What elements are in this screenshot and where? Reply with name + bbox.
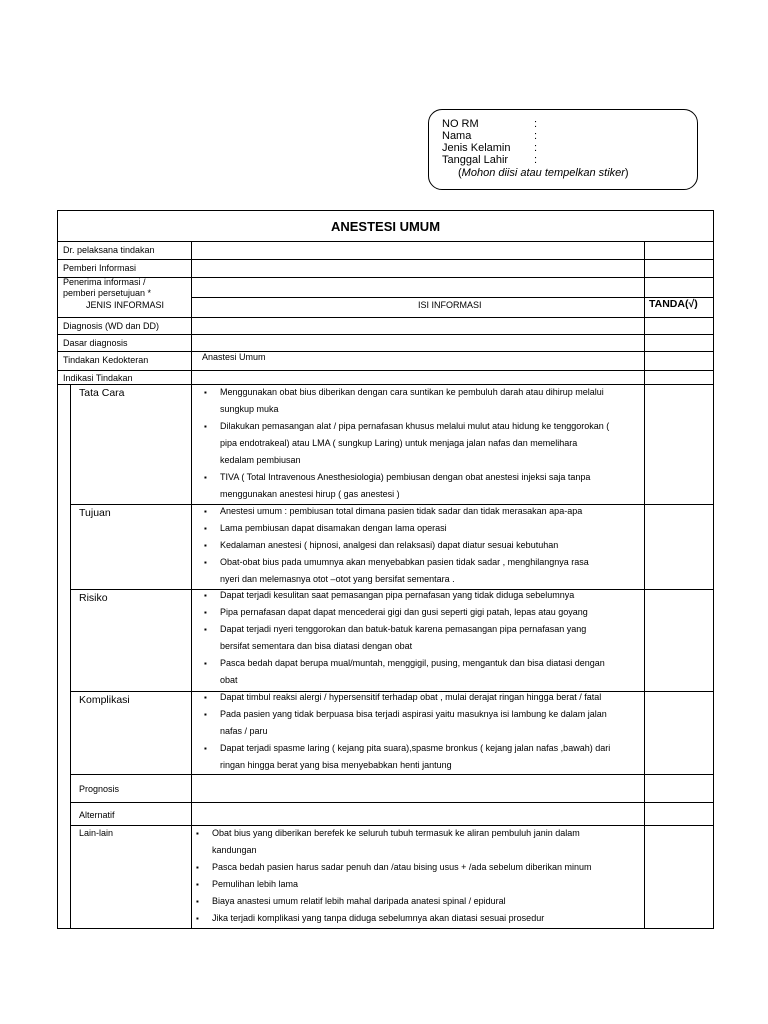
jenis-kelamin-row <box>442 142 537 154</box>
no-rm-row <box>442 118 537 130</box>
list-item: ▪ Pasca bedah dapat berupa mual/muntah, menggigil, pusing, mengantuk dan bisa diatasi dengan obat <box>202 655 642 689</box>
divider <box>58 317 713 318</box>
no-rm-label: NO RM <box>442 118 479 130</box>
diagnosis-label: Diagnosis (WD dan DD) <box>63 321 160 331</box>
tata-cara-label: Tata Cara <box>79 387 125 399</box>
no-rm-field[interactable]: : <box>534 118 538 130</box>
list-item: ▪ Dilakukan pemasangan alat / pipa pernafasan khusus melalui mulut atau hidung ke tenggorokan ( pipa endotrakeal) atau LMA ( sungkup Laring) untuk menjaga jalan nafas dan memelihara kedalam pembiusan <box>202 418 642 469</box>
dasar-diagnosis-label: Dasar diagnosis <box>63 338 128 348</box>
tata-cara-list <box>202 384 642 503</box>
indikasi-label: Indikasi Tindakan <box>63 373 133 383</box>
tindakan-label: Tindakan Kedokteran <box>63 355 149 365</box>
list-item: ▪ Anestesi umum : pembiusan total dimana pasien tidak sadar dan tidak merasakan apa-apa <box>202 503 642 520</box>
divider <box>70 774 713 775</box>
form-title: ANESTESI UMUM <box>330 219 441 234</box>
jenis-kelamin-label: Jenis Kelamin <box>442 142 511 154</box>
list-item: ▪ Obat-obat bius pada umumnya akan menyebabkan pasien tidak sadar , menghilangnya rasa nyeri dan melemasnya otot –otot yang bersifat sementara . <box>202 554 642 588</box>
pemberi-informasi-label: Pemberi Informasi <box>63 263 137 273</box>
column-divider <box>191 241 192 928</box>
divider <box>58 351 713 352</box>
list-item: ▪ Lama pembiusan dapat disamakan dengan lama operasi <box>202 520 642 537</box>
risiko-label: Risiko <box>79 592 108 604</box>
consent-form <box>57 210 714 929</box>
column-divider <box>644 241 645 928</box>
note-close-paren: ) <box>624 167 629 179</box>
list-item: ▪ Pemulihan lebih lama <box>194 876 640 893</box>
list-item: ▪ Dapat terjadi spasme laring ( kejang pita suara),spasme bronkus ( kejang jalan nafas ,bawah) dari ringan hingga berat yang bisa menyebabkan henti jantung <box>202 740 642 774</box>
list-item: ▪ Dapat terjadi kesulitan saat pemasangan pipa pernafasan yang tidak diduga sebelumnya <box>202 587 642 604</box>
patient-info-box <box>428 109 698 190</box>
isi-informasi-header: ISI INFORMASI <box>418 300 482 310</box>
divider <box>70 802 713 803</box>
tindakan-value: Anastesi Umum <box>202 352 266 362</box>
risiko-list <box>202 587 642 689</box>
tanggal-lahir-field[interactable]: : <box>534 154 538 166</box>
list-item: ▪ Pada pasien yang tidak berpuasa bisa terjadi aspirasi yaitu masuknya isi lambung ke dalam jalan nafas / paru <box>202 706 642 740</box>
list-item: ▪ TIVA ( Total Intravenous Anesthesiologia) pembiusan dengan obat anestesi injeksi saja tanpa menggunakan anestesi hirup ( gas anestesi ) <box>202 469 642 503</box>
penerima-informasi-label: Penerima informasi / <box>63 277 146 287</box>
komplikasi-label: Komplikasi <box>79 694 130 706</box>
jenis-informasi-header: JENIS INFORMASI <box>86 300 165 310</box>
nama-field[interactable]: : <box>534 130 538 142</box>
prognosis-label: Prognosis <box>79 784 120 794</box>
list-item: ▪ Dapat timbul reaksi alergi / hypersensitif terhadap obat , mulai derajat ringan hingga berat / fatal <box>202 689 642 706</box>
lain-lain-list <box>194 825 640 927</box>
tujuan-label: Tujuan <box>79 507 111 519</box>
list-item: ▪ Menggunakan obat bius diberikan dengan cara suntikan ke pembuluh darah atau dihirup melalui sungkup muka <box>202 384 642 418</box>
list-item: ▪ Dapat terjadi nyeri tenggorokan dan batuk-batuk karena pemasangan pipa pernafasan yang bersifat sementara dan bisa diatasi dengan obat <box>202 621 642 655</box>
sticker-note <box>458 167 629 179</box>
alternatif-label: Alternatif <box>79 810 115 820</box>
sticker-note-text: Mohon diisi atau tempelkan stiker <box>461 167 625 179</box>
list-item: ▪ Biaya anastesi umum relatif lebih mahal daripada anatesi spinal / epidural <box>194 893 640 910</box>
jenis-kelamin-field[interactable]: : <box>534 142 538 154</box>
nama-row <box>442 130 537 142</box>
tanda-header: TANDA(√) <box>649 298 698 310</box>
list-item: ▪ Kedalaman anestesi ( hipnosi, analgesi dan relaksasi) dapat diatur sesuai kebutuhan <box>202 537 642 554</box>
tujuan-list <box>202 503 642 588</box>
list-item: ▪ Obat bius yang diberikan berefek ke seluruh tubuh termasuk ke aliran pembuluh janin dalam kandungan <box>194 825 640 859</box>
divider <box>58 334 713 335</box>
tanggal-lahir-label: Tanggal Lahir <box>442 154 509 166</box>
divider <box>58 259 713 260</box>
list-item: ▪ Pasca bedah pasien harus sadar penuh dan /atau bising usus + /ada sebelum diberikan minum <box>194 859 640 876</box>
column-divider <box>70 384 71 928</box>
divider <box>58 241 713 242</box>
nama-label: Nama <box>442 130 472 142</box>
divider <box>192 297 713 298</box>
list-item: ▪ Pipa pernafasan dapat dapat mencederai gigi dan gusi seperti gigi patah, lepas atau goyang <box>202 604 642 621</box>
divider <box>58 277 713 278</box>
komplikasi-list <box>202 689 642 774</box>
divider <box>58 370 713 371</box>
penerima-informasi-label-2: pemberi persetujuan * <box>63 288 152 298</box>
note-open-paren: ( <box>458 167 462 179</box>
lain-lain-label: Lain-lain <box>79 828 114 838</box>
list-item: ▪ Jika terjadi komplikasi yang tanpa diduga sebelumnya akan diatasi sesuai prosedur <box>194 910 640 927</box>
tanggal-lahir-row <box>442 154 537 166</box>
dr-pelaksana-label: Dr. pelaksana tindakan <box>63 245 155 255</box>
